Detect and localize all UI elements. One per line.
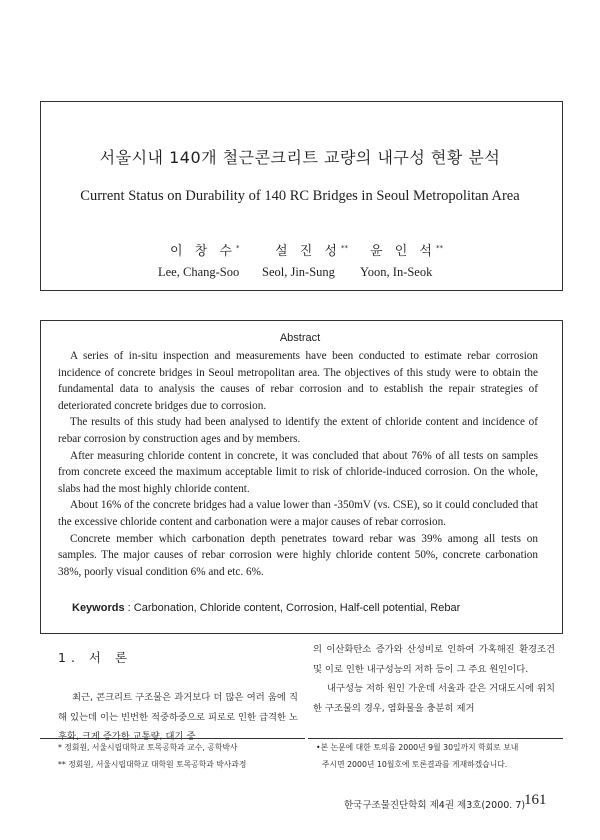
- author-3-korean: 윤 인 석**: [370, 244, 443, 259]
- abstract-paragraph: A series of in-situ inspection and measurements have been conducted to estimate rebar corrosion incidence of concrete bridges in Seoul metropolitan area. The objectives of this study were to obtain the fundamental data to analysis the causes of rebar corrosion and to establish the repair strategies of deteriorated concrete bridges due to corrosion.: [58, 350, 538, 412]
- abstract-paragraph: About 16% of the concrete bridges had a value lower than -350mV (vs. CSE), so it could concluded that the excessive chloride content and carbonation were a major causes of rebar corrosion.: [58, 499, 538, 528]
- abstract-paragraph: Concrete member which carbonation depth penetrates toward rebar was 39% among all tests on samples. The major causes of rebar corrosion were highly chloride content 50%, concrete carbonation 38%, poorly visual condition 6% and etc. 6%.: [58, 532, 538, 578]
- keywords-line: [72, 602, 460, 614]
- footnote-left-2: ** 정회원, 서울시립대학교 대학원 토목공학과 박사과정: [58, 760, 247, 769]
- footnote-left-1: * 정회원, 서울시립대학교 토목공학과 교수, 공학박사: [58, 743, 238, 752]
- abstract-heading: Abstract: [279, 332, 321, 344]
- footnote-right-1: •본 논문에 대한 토의를 2000년 9월 30일까지 학회로 보내: [316, 743, 519, 752]
- footnote-rule-left: [40, 738, 305, 739]
- author-2-korean: 설 진 성**: [275, 244, 348, 259]
- abstract-paragraph: After measuring chloride content in concrete, it was concluded that about 76% of all tests on samples from concrete exceed the maximum acceptable limit to risk of chloride-induced corrosion. On the whole, slabs had the most highly chloride content.: [58, 449, 538, 495]
- author-1-english: Lee, Chang-Soo: [158, 265, 240, 279]
- footnote-rule-right: [308, 738, 563, 739]
- footnote-right-2: 주시면 2000년 10월호에 토론결과를 게재하겠습니다.: [322, 760, 508, 769]
- abstract-paragraph: The results of this study had been analysed to identify the extent of chloride content and incidence of rebar corrosion by construction ages and by members.: [58, 416, 538, 445]
- body-paragraph: 의 이산화탄소 증가와 산성비로 인하여 가혹해진 환경조건 및 이로 인한 내구성능의 저하 등이 그 주요 원인이다.: [313, 644, 555, 675]
- journal-footer: 한국구조물진단학회 제4권 제3호(2000. 7): [344, 800, 526, 811]
- section-heading: 1. 서 론: [58, 650, 133, 665]
- keywords-list: : Carbonation, Chloride content, Corrosion, Half-cell potential, Rebar: [127, 602, 461, 614]
- title-english: Current Status on Durability of 140 RC Bridges in Seoul Metropolitan Area: [80, 188, 520, 204]
- keywords-label: Keywords: [72, 602, 125, 614]
- body-paragraph: 최근, 콘크리트 구조물은 과거보다 더 많은 여러 움에 직해 있는데 이는 빈번한 적중하중으로 피로로 인한 급격한 노후화, 크게 증가한 교통량, 대기 중: [58, 692, 298, 742]
- author-3-english: Yoon, In-Seok: [360, 265, 433, 279]
- page-number: 161: [524, 792, 547, 808]
- abstract-body: [58, 348, 538, 580]
- body-paragraph: 내구성능 저하 원인 가운데 서울과 같은 거대도시에 위치한 구조물의 경우, 염화물을 충분히 제거: [313, 683, 555, 714]
- right-column-text: [313, 640, 555, 718]
- author-1-korean: 이 창 수*: [170, 244, 240, 259]
- title-korean: 서울시내 140개 철근콘크리트 교량의 내구성 현황 분석: [99, 148, 501, 167]
- author-2-english: Seol, Jin-Sung: [262, 265, 335, 279]
